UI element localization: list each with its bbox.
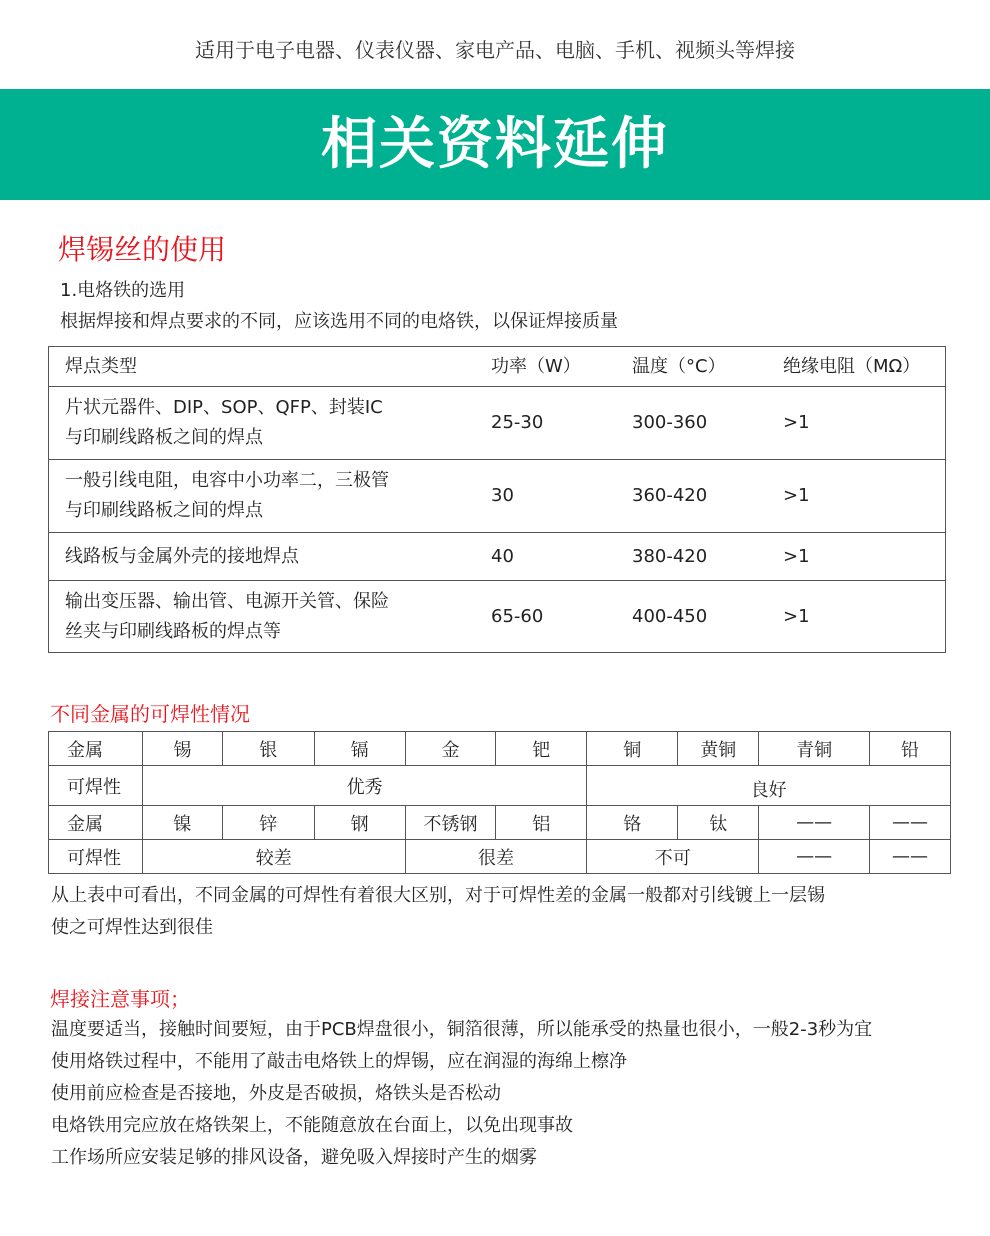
joint-type-cell: 线路板与金属外壳的接地焊点 bbox=[49, 533, 476, 581]
cell-line: 一般引线电阻，电容中小功率二，三极管 bbox=[65, 470, 389, 491]
weldability-label: 可焊性 bbox=[49, 766, 143, 806]
weldability-cell: —— bbox=[870, 840, 951, 874]
metal-label: 金属 bbox=[49, 732, 143, 766]
table-row bbox=[49, 387, 946, 460]
metal-cell: 青铜 bbox=[759, 732, 870, 766]
joint-type-cell bbox=[49, 581, 476, 653]
metal-cell: 黄铜 bbox=[678, 732, 759, 766]
metal-cell: 不锈钢 bbox=[405, 806, 496, 840]
power-cell: 30 bbox=[475, 460, 616, 533]
metal-cell: 铅 bbox=[870, 732, 951, 766]
precautions-list bbox=[51, 1014, 872, 1174]
weldability-table bbox=[48, 731, 951, 874]
metal-cell: 铜 bbox=[587, 732, 678, 766]
resistance-cell: >1 bbox=[767, 387, 946, 460]
weldability-cell: 优秀 bbox=[142, 766, 586, 806]
metal-cell: 镉 bbox=[314, 732, 405, 766]
resistance-cell: >1 bbox=[767, 533, 946, 581]
list-item: 工作场所应安装足够的排风设备，避免吸入焊接时产生的烟雾 bbox=[51, 1147, 537, 1168]
metal-cell: 钯 bbox=[496, 732, 587, 766]
metal-cell: —— bbox=[870, 806, 951, 840]
weldability-cell: 较差 bbox=[142, 840, 405, 874]
section-title-weldability: 不同金属的可焊性情况 bbox=[50, 702, 250, 726]
metal-row bbox=[49, 732, 951, 766]
summary-line: 从上表中可看出，不同金属的可焊性有着很大区别，对于可焊性差的金属一般都对引线镀上一层锡 bbox=[51, 885, 825, 906]
power-cell: 40 bbox=[475, 533, 616, 581]
power-cell: 25-30 bbox=[475, 387, 616, 460]
weldability-cell: —— bbox=[759, 840, 870, 874]
subtitle-iron-selection: 1.电烙铁的选用 bbox=[60, 280, 186, 301]
weldability-cell: 很差 bbox=[405, 840, 587, 874]
metal-cell: 金 bbox=[405, 732, 496, 766]
section-title-precautions: 焊接注意事项； bbox=[50, 987, 190, 1011]
selection-description: 根据焊接和焊点要求的不同，应该选用不同的电烙铁，以保证焊接质量 bbox=[60, 311, 618, 332]
cell-line: 与印刷线路板之间的焊点 bbox=[65, 500, 263, 521]
banner bbox=[0, 89, 990, 200]
metal-row bbox=[49, 806, 951, 840]
table-row bbox=[49, 533, 946, 581]
weldability-summary bbox=[51, 880, 825, 944]
resistance-cell: >1 bbox=[767, 460, 946, 533]
header-cell: 功率（W） bbox=[475, 347, 616, 387]
temp-cell: 380-420 bbox=[616, 533, 767, 581]
list-item: 电烙铁用完应放在烙铁架上，不能随意放在台面上，以免出现事故 bbox=[51, 1115, 573, 1136]
table-row bbox=[49, 460, 946, 533]
weldability-cell: 良好 bbox=[587, 766, 951, 806]
metal-cell: 铬 bbox=[587, 806, 678, 840]
list-item: 使用前应检查是否接地，外皮是否破损，烙铁头是否松动 bbox=[51, 1083, 501, 1104]
metal-label: 金属 bbox=[49, 806, 143, 840]
list-item: 使用烙铁过程中，不能用了敲击电烙铁上的焊锡，应在润湿的海绵上檫净 bbox=[51, 1051, 627, 1072]
cell-line: 片状元器件、DIP、SOP、QFP、封装IC bbox=[65, 397, 383, 418]
weldability-label: 可焊性 bbox=[49, 840, 143, 874]
joint-type-cell bbox=[49, 460, 476, 533]
summary-line: 使之可焊性达到很佳 bbox=[51, 917, 213, 938]
table-header-row bbox=[49, 347, 946, 387]
temp-cell: 400-450 bbox=[616, 581, 767, 653]
metal-cell: 锡 bbox=[142, 732, 222, 766]
metal-cell: 铝 bbox=[496, 806, 587, 840]
cell-line: 输出变压器、输出管、电源开关管、保险 bbox=[65, 590, 389, 612]
header-cell: 绝缘电阻（MΩ） bbox=[767, 347, 946, 387]
resistance-cell: >1 bbox=[767, 581, 946, 653]
list-item: 温度要适当，接触时间要短，由于PCB焊盘很小，铜箔很薄，所以能承受的热量也很小，一般2-3秒为宜 bbox=[51, 1019, 873, 1040]
metal-cell: 银 bbox=[222, 732, 314, 766]
metal-cell: —— bbox=[759, 806, 870, 840]
cell-line: 丝夹与印刷线路板的焊点等 bbox=[65, 620, 281, 642]
header-cell: 焊点类型 bbox=[49, 347, 476, 387]
temp-cell: 360-420 bbox=[616, 460, 767, 533]
weldability-row bbox=[49, 840, 951, 874]
section-title-solder-wire: 焊锡丝的使用 bbox=[58, 233, 227, 266]
metal-cell: 钢 bbox=[314, 806, 405, 840]
metal-cell: 锌 bbox=[222, 806, 314, 840]
metal-cell: 镍 bbox=[142, 806, 222, 840]
metal-cell: 钛 bbox=[678, 806, 759, 840]
cell-line: 与印刷线路板之间的焊点 bbox=[65, 427, 263, 448]
table-row bbox=[49, 581, 946, 653]
power-cell: 65-60 bbox=[475, 581, 616, 653]
banner-title: 相关资料延伸 bbox=[321, 112, 669, 177]
intro-text: 适用于电子电器、仪表仪器、家电产品、电脑、手机、视频头等焊接 bbox=[195, 38, 795, 62]
temp-cell: 300-360 bbox=[616, 387, 767, 460]
iron-selection-table bbox=[48, 346, 946, 653]
joint-type-cell bbox=[49, 387, 476, 460]
weldability-cell: 不可 bbox=[587, 840, 759, 874]
header-cell: 温度（°C） bbox=[616, 347, 767, 387]
weldability-row bbox=[49, 766, 951, 806]
